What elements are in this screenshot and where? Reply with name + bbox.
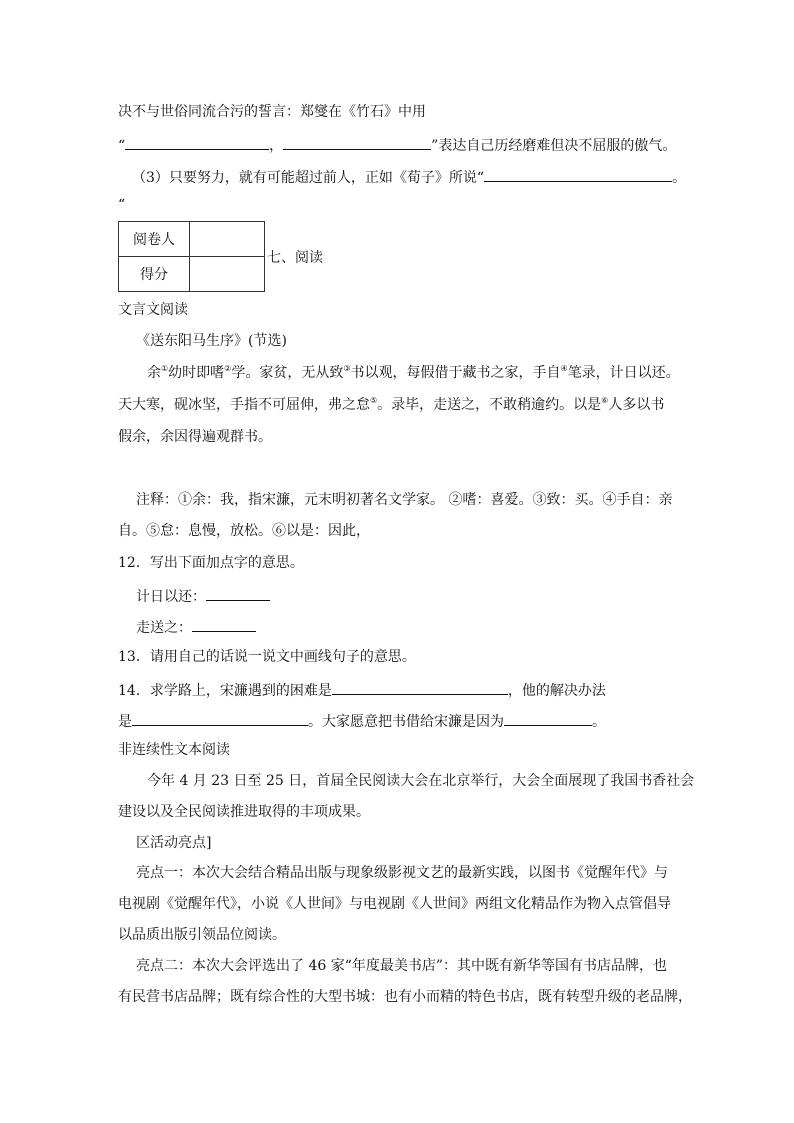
text: 学。家贫，无从致 <box>231 365 344 381</box>
answer-blank[interactable] <box>192 617 256 632</box>
note-marker: ② <box>224 364 232 373</box>
answer-blank[interactable] <box>283 135 431 150</box>
question-12: 12．写出下面加点字的意思。 <box>118 555 304 571</box>
text: 书以观，每假借于藏书之家，手自 <box>350 365 561 381</box>
paragraph-line: 有民营书店品牌；既有综合性的大型书城：也有小而精的特色书店，既有转型升级的老品牌， <box>118 989 692 1005</box>
note-marker: ④ <box>560 364 568 373</box>
text: ，他的解决办法 <box>507 683 606 699</box>
note-marker: ① <box>161 364 169 373</box>
quote-open: “ <box>118 138 126 154</box>
question-13: 13．请用自己的话说一说文中画线句子的意思。 <box>118 649 416 665</box>
paragraph-line: 以品质出版引领品位阅读。 <box>118 927 286 943</box>
text: 计日以还： <box>136 589 206 605</box>
answer-blank[interactable] <box>132 711 308 726</box>
note-marker: ③ <box>343 364 351 373</box>
grader-cell[interactable] <box>190 222 265 257</box>
passage-line: 假余，余因得遍观群书。 <box>118 429 272 445</box>
text: 走送之： <box>136 620 192 636</box>
paragraph-line: 电视剧《觉醒年代》，小说《人世间》与电视剧《人世间》两组文化精品作为物入点管倡导 <box>118 896 671 912</box>
passage-line <box>147 364 680 382</box>
text: 。大家愿意把书借给宋濂是因为 <box>308 714 504 730</box>
passage-line <box>118 396 664 414</box>
answer-blank[interactable] <box>125 135 269 150</box>
comma: ， <box>269 138 284 154</box>
paragraph-line: 亮点一：本次大会结合精品出版与现象级影视文艺的最新实践，以图书《觉醒年代》与 <box>136 865 668 881</box>
paragraph-line: 建设以及全民阅读推进取得的丰项成果。 <box>118 804 370 820</box>
text: 。录毕，走送之，不敢稍逾约。以是 <box>377 397 602 413</box>
question-14-cont <box>118 711 606 731</box>
score-table <box>118 221 265 292</box>
answer-blank[interactable] <box>484 167 672 182</box>
text-line: ”表达自己历经磨难但决不屈服的傲气。 <box>431 138 677 154</box>
fill-in-line <box>132 167 686 187</box>
text: 天大寒，砚冰坚，手指不可屈伸，弗之怠 <box>118 397 370 413</box>
fill-in-line <box>118 135 676 155</box>
text: 人多以书 <box>608 397 665 413</box>
section-subheading: 文言文阅读 <box>118 302 188 318</box>
answer-blank[interactable] <box>332 680 508 695</box>
answer-blank[interactable] <box>504 711 592 726</box>
score-cell[interactable] <box>190 257 265 292</box>
text: 余 <box>147 365 161 381</box>
question-12b <box>136 617 256 637</box>
note-marker: ⑥ <box>601 396 609 405</box>
quote-mark: “ <box>118 197 126 213</box>
text: 14．求学路上，宋濂遇到的困难是 <box>118 683 332 699</box>
question-12a <box>136 586 270 606</box>
text: 是 <box>118 714 132 730</box>
note-marker: ⑤ <box>370 396 378 405</box>
grader-label: 阅卷人 <box>119 222 190 257</box>
paragraph-line: 亮点二：本次大会评选出了 46 家“年度最美书店”：其中既有新华等国有书店品牌，也 <box>136 958 668 974</box>
text: 幼时即嗜 <box>168 365 225 381</box>
text-line: （3）只要努力，就有可能超过前人，正如《荀子》所说“ <box>132 170 485 186</box>
passage-title: 《送东阳马生序》(节选) <box>136 333 287 349</box>
footnote-line: 自。⑤怠：息慢，放松。⑥以是：因此， <box>118 523 370 539</box>
text-line: 决不与世俗同流合污的誓言：郑燮在《竹石》中用 <box>118 104 426 120</box>
footnote-line: 注释：①余：我，指宋濂，元末明初著名文学家。 ②嗜：喜爱。③致：买。④手自：亲 <box>136 492 673 508</box>
text: 。 <box>592 714 606 730</box>
section-subheading: 非连续性文本阅读 <box>118 742 230 758</box>
answer-blank[interactable] <box>206 586 270 601</box>
section-heading: 七、阅读 <box>267 250 323 266</box>
question-14 <box>118 680 606 700</box>
paragraph-line: 今年 4 月 23 日至 25 日，首届全民阅读大会在北京举行，大会全面展现了我国书香社会 <box>147 773 695 789</box>
score-label: 得分 <box>119 257 190 292</box>
period: 。 <box>672 170 687 186</box>
subsection-heading: 区活动亮点] <box>136 835 212 851</box>
text: 笔录，计日以还。 <box>567 365 680 381</box>
